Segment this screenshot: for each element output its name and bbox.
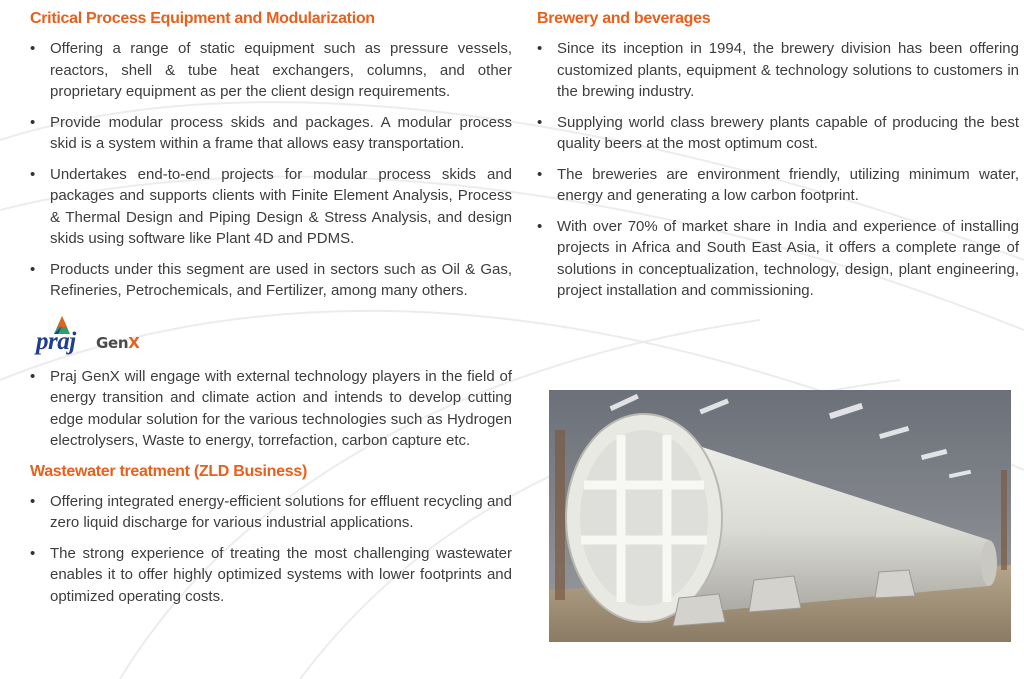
praj-logo-mark (36, 314, 94, 356)
list-item: • Supplying world class brewery plants capable of producing the best quality beers at the most optimum cost. (537, 112, 1019, 155)
list-item: • Since its inception in 1994, the brewery division has been offering customized plants, equipment & technology solutions to customers in the brewing industry. (537, 38, 1019, 103)
genx-suffix: X (128, 333, 140, 352)
genx-wordmark (96, 334, 140, 352)
section-heading-brewery: Brewery and beverages (537, 10, 711, 27)
wastewater-list (30, 491, 512, 608)
praj-wordmark: praj (36, 327, 76, 355)
list-item: • Undertakes end-to-end projects for modular process skids and packages and supports clients with Finite Element Analysis, Process & Thermal Design and Piping Design & Stress Analysis, and design skids using software like Plant 4D and PDMS. (30, 164, 512, 250)
section-heading-wastewater: Wastewater treatment (ZLD Business) (30, 462, 307, 480)
list-item: • Products under this segment are used in sectors such as Oil & Gas, Refineries, Petrochemicals, and Fertilizer, among many others. (30, 259, 512, 302)
genx-list (30, 366, 512, 452)
list-item: • The strong experience of treating the most challenging wastewater enables it to offer highly optimized systems with lower footprints and optimized operating costs. (30, 543, 512, 608)
right-column (537, 8, 1019, 311)
section-heading-process-equipment: Critical Process Equipment and Modularization (30, 10, 375, 27)
praj-genx-logo (36, 312, 512, 356)
pressure-vessel-illustration (549, 390, 1011, 642)
process-equipment-list (30, 38, 512, 302)
list-item: • With over 70% of market share in India and experience of installing projects in Africa and South East Asia, it offers a complete range of solutions in conceptualization, technology, design, plant engineering, project installation and commissioning. (537, 216, 1019, 302)
pressure-vessel-photo (549, 390, 1011, 642)
genx-prefix: Gen (96, 333, 129, 352)
left-column (30, 8, 512, 616)
list-item: • Offering integrated energy-efficient solutions for effluent recycling and zero liquid discharge for various industrial applications. (30, 491, 512, 534)
list-item: • Praj GenX will engage with external technology players in the field of energy transition and climate action and intends to develop cutting edge modular solution for the various technologies such as Hydrogen electrolysers, Waste to energy, torrefaction, carbon capture etc. (30, 366, 512, 452)
list-item: • Provide modular process skids and packages. A modular process skid is a system within a frame that allows easy transportation. (30, 112, 512, 155)
brewery-list (537, 38, 1019, 302)
list-item: • The breweries are environment friendly, utilizing minimum water, energy and generating a low carbon footprint. (537, 164, 1019, 207)
list-item: • Offering a range of static equipment such as pressure vessels, reactors, shell & tube heat exchangers, columns, and other proprietary equipment as per the client design requirements. (30, 38, 512, 103)
